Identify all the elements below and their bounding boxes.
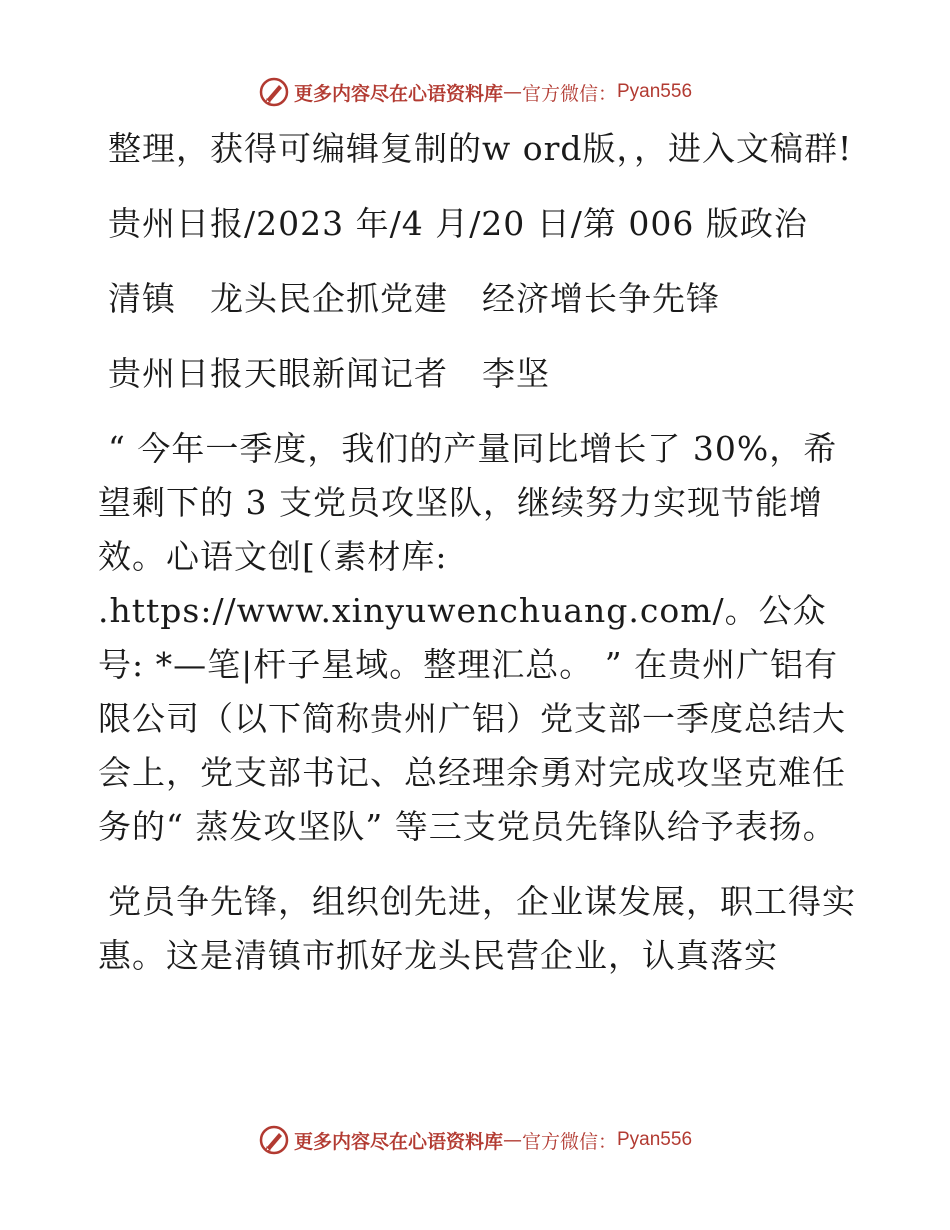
watermark-brand-text: 更多内容尽在心语资料库 (293, 1130, 503, 1153)
watermark-wechat-id: Pyan556 (617, 1129, 693, 1150)
watermark-wechat-id: Pyan556 (617, 81, 693, 102)
header-watermark (0, 72, 950, 112)
paragraph-1: “ 今年一季度，我们的产量同比增长了 30%，希望剩下的 3 支党员攻坚队，继续努力实现节能增效。心语文创[（素材库: .https://www.xinyuwenchuang.com/。公众号: *—笔|杆子星域。整理汇总。 ” 在贵州广铝有限公司（以下简称贵州广铝）党支部一季度总结大会上，党支部书记、总经理余勇对完成攻坚克难任务的“ 蒸发攻坚队” 等三支党员先锋队给予表扬。 (98, 429, 846, 846)
watermark-separator: — (502, 81, 522, 103)
watermark-wechat-label: 官方微信： (521, 82, 617, 105)
pen-logo-icon (258, 76, 290, 108)
watermark-brand-text: 更多内容尽在心语资料库 (293, 82, 503, 105)
pen-logo-icon (258, 1124, 290, 1156)
byline: 贵州日报天眼新闻记者 李坚 (108, 354, 550, 393)
document-body (98, 122, 858, 983)
paragraph-2: 党员争先锋，组织创先进，企业谋发展，职工得实惠。这是清镇市抓好龙头民营企业，认真落实 (98, 882, 856, 975)
source-line: 贵州日报/2023 年/4 月/20 日/第 006 版政治 (108, 204, 808, 243)
footer-watermark (0, 1120, 950, 1160)
intro-text: 整理，获得可编辑复制的w ord版，，进入文稿群! (108, 129, 853, 168)
headline: 清镇 龙头民企抓党建 经济增长争先锋 (108, 279, 720, 318)
watermark-separator: — (502, 1129, 522, 1151)
watermark-wechat-label: 官方微信： (521, 1130, 617, 1153)
